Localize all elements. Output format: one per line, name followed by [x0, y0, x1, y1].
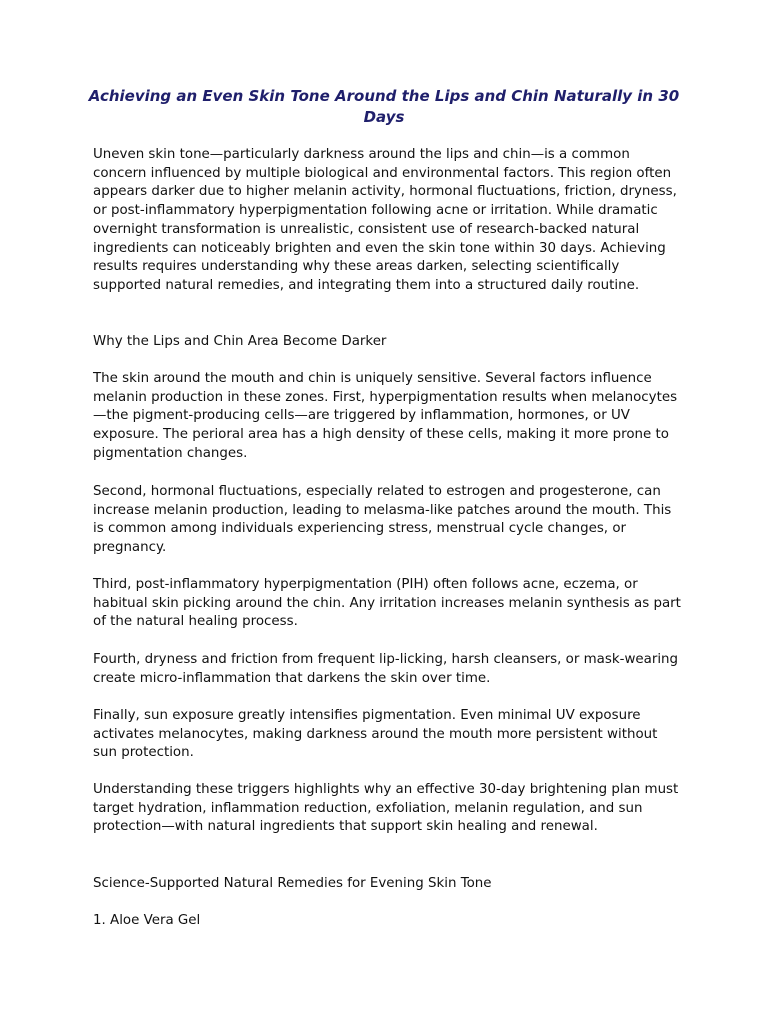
paragraph-triggers-summary: Understanding these triggers highlights why an effective 30-day brightening plan must target hydration, inflammation reduction, exfoliation, melanin regulation, and sun protection—with natural ingredients that support skin healing and renewal. — [93, 782, 679, 835]
list-item-aloe-vera: 1. Aloe Vera Gel — [93, 913, 201, 928]
intro-paragraph: Uneven skin tone—particularly darkness around the lips and chin—is a common concern influenced by multiple biological and environmental factors. This region often appears darker due to higher melanin activity, hormonal fluctuations, friction, dryness, or post-inflammatory hyperpigmentation following acne or irritation. While dramatic overnight transformation is unrealistic, consistent use of research-backed natural ingredients can noticeably brighten and even the skin tone within 30 days. Achieving results requires understanding why these areas darken, selecting scientifically supported natural remedies, and integrating them into a structured daily routine. — [93, 147, 677, 293]
paragraph-sensitivity: The skin around the mouth and chin is uniquely sensitive. Several factors influence melanin production in these zones. First, hyperpigmentation results when melanocytes—the pigment-producing cells—are triggered by inflammation, hormones, or UV exposure. The perioral area has a high density of these cells, making it more prone to pigmentation changes. — [93, 371, 678, 461]
paragraph-hormonal: Second, hormonal fluctuations, especially related to estrogen and progesterone, can increase melanin production, leading to melasma-like patches around the mouth. This is common among individuals experiencing stress, menstrual cycle changes, or pregnancy. — [93, 484, 672, 556]
section-heading-remedies: Science-Supported Natural Remedies for Evening Skin Tone — [93, 876, 492, 891]
paragraph-pih: Third, post-inflammatory hyperpigmentation (PIH) often follows acne, eczema, or habitual skin picking around the chin. Any irritation increases melanin synthesis as part of the natural healing process. — [93, 577, 681, 630]
paragraph-sun-exposure: Finally, sun exposure greatly intensifies pigmentation. Even minimal UV exposure activates melanocytes, making darkness around the mouth more persistent without sun protection. — [93, 708, 658, 761]
document-title: Achieving an Even Skin Tone Around the Lips and Chin Naturally in 30 Days — [88, 87, 680, 126]
paragraph-dryness: Fourth, dryness and friction from frequent lip-licking, harsh cleansers, or mask-wearing create micro-inflammation that darkens the skin over time. — [93, 652, 679, 686]
section-heading-why-darker: Why the Lips and Chin Area Become Darker — [93, 334, 387, 349]
